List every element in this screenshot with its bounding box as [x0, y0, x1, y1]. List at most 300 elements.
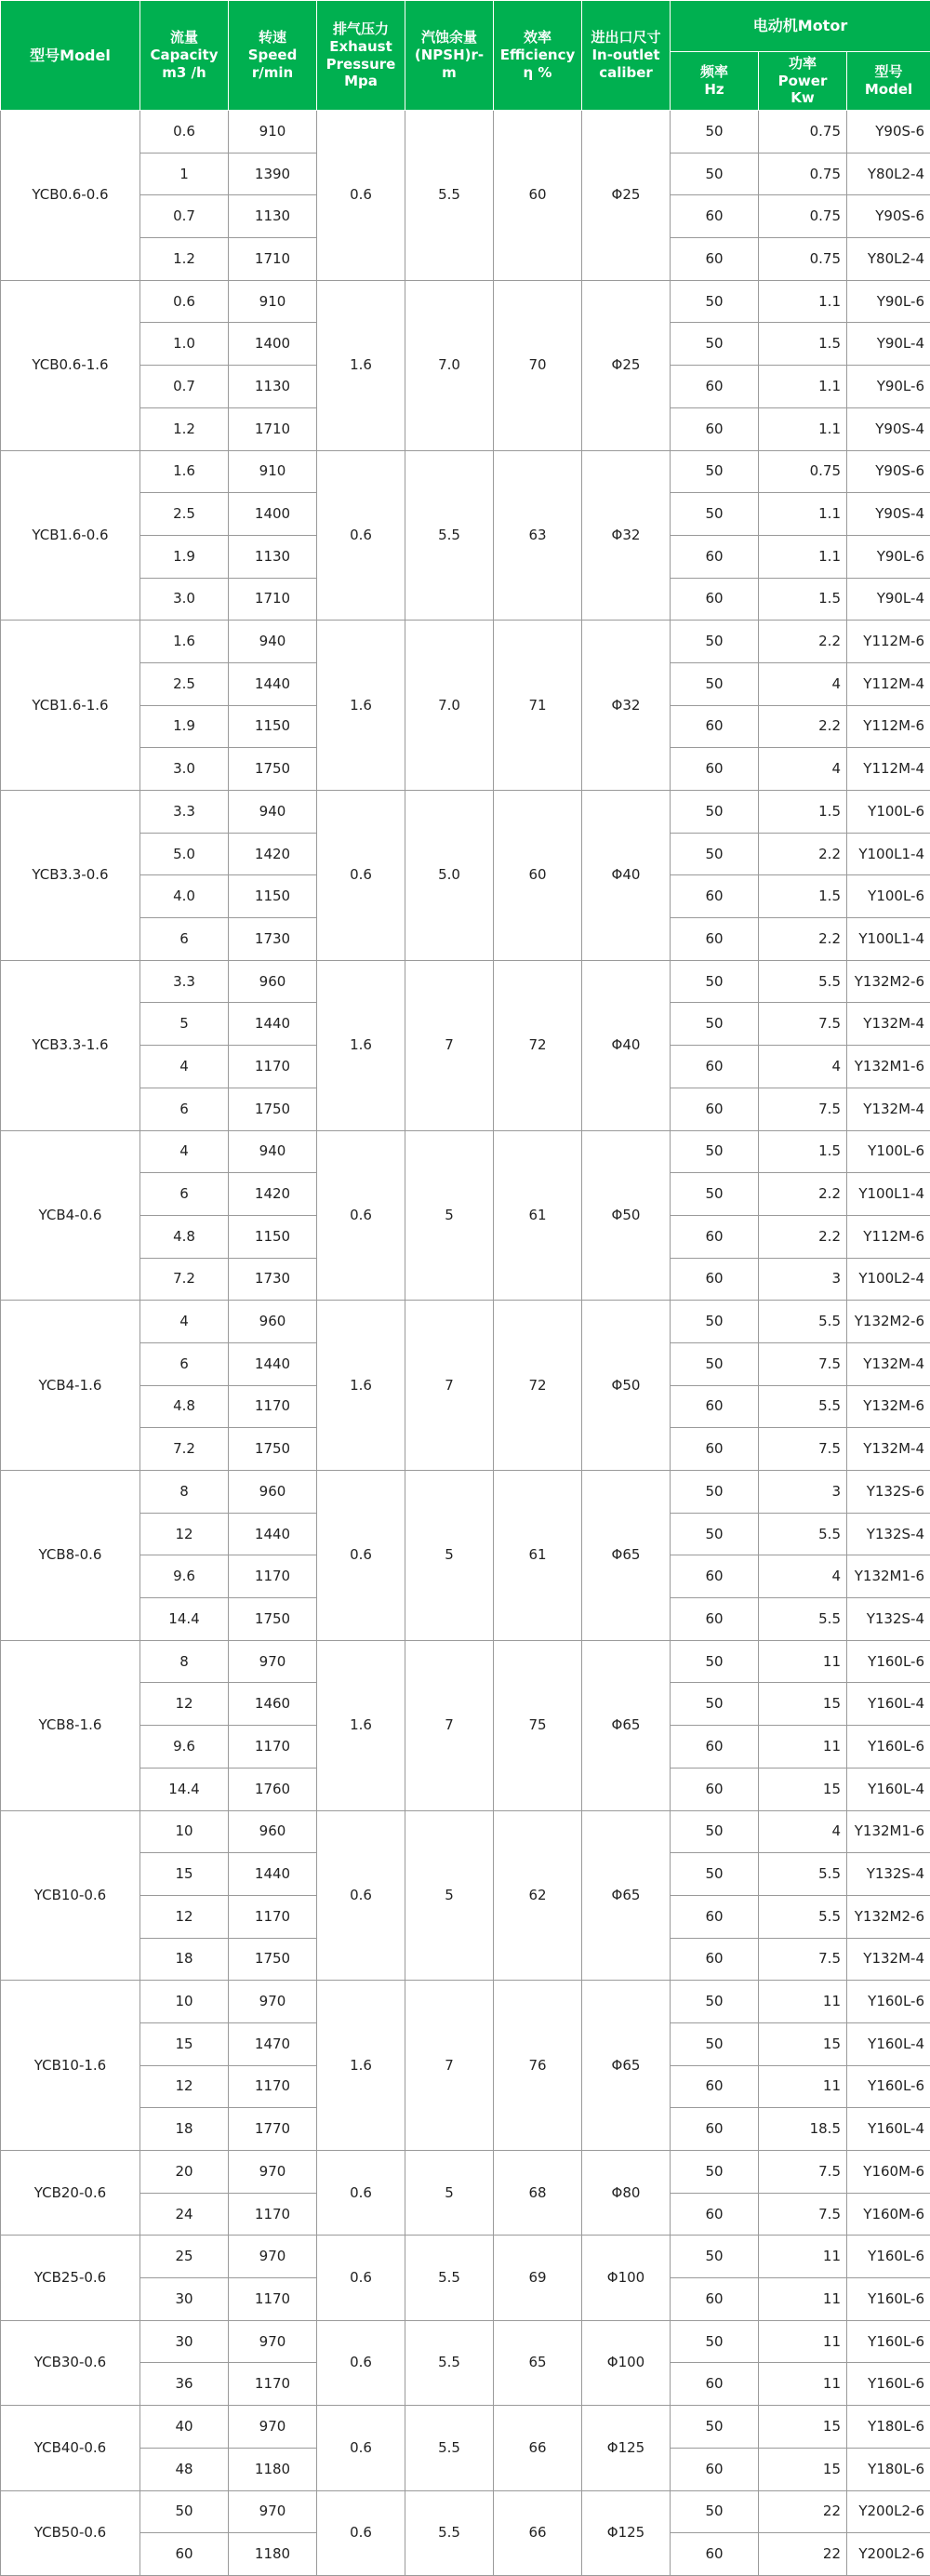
motor-model-cell: Y160L-4 [847, 2022, 930, 2065]
speed-cell: 1170 [229, 1555, 317, 1598]
capacity-cell: 30 [140, 2320, 229, 2363]
model-cell: YCB30-0.6 [1, 2320, 140, 2405]
pressure-cell: 0.6 [317, 2236, 405, 2320]
frequency-cell: 50 [671, 2490, 759, 2533]
pressure-cell: 0.6 [317, 1471, 405, 1641]
speed-cell: 970 [229, 2320, 317, 2363]
efficiency-cell: 66 [494, 2406, 582, 2490]
frequency-cell: 60 [671, 238, 759, 281]
motor-model-cell: Y132S-6 [847, 1471, 930, 1514]
capacity-cell: 12 [140, 1683, 229, 1726]
caliber-cell: Φ80 [582, 2151, 671, 2236]
frequency-cell: 60 [671, 366, 759, 408]
caliber-cell: Φ32 [582, 621, 671, 791]
speed-cell: 940 [229, 621, 317, 663]
power-cell: 4 [759, 662, 847, 705]
capacity-cell: 24 [140, 2193, 229, 2236]
power-cell: 2.2 [759, 1173, 847, 1216]
motor-model-cell: Y160L-4 [847, 1768, 930, 1810]
pressure-cell: 0.6 [317, 2490, 405, 2575]
model-cell: YCB1.6-0.6 [1, 450, 140, 621]
power-cell: 11 [759, 1726, 847, 1768]
npsh-cell: 5.5 [405, 111, 494, 281]
power-cell: 11 [759, 2236, 847, 2278]
speed-cell: 1750 [229, 1428, 317, 1471]
motor-model-cell: Y112M-6 [847, 705, 930, 748]
capacity-cell: 4 [140, 1046, 229, 1088]
speed-cell: 1730 [229, 918, 317, 961]
npsh-cell: 5 [405, 1130, 494, 1301]
capacity-cell: 1.9 [140, 705, 229, 748]
motor-model-cell: Y132M2-6 [847, 960, 930, 1003]
motor-model-cell: Y112M-4 [847, 748, 930, 791]
capacity-cell: 15 [140, 2022, 229, 2065]
npsh-cell: 5 [405, 2151, 494, 2236]
power-cell: 18.5 [759, 2108, 847, 2151]
power-cell: 0.75 [759, 195, 847, 238]
capacity-cell: 7.2 [140, 1428, 229, 1471]
motor-model-cell: Y160L-6 [847, 2363, 930, 2406]
pressure-cell: 1.6 [317, 1981, 405, 2151]
speed-cell: 940 [229, 791, 317, 834]
power-cell: 1.5 [759, 1130, 847, 1173]
speed-cell: 960 [229, 1471, 317, 1514]
power-cell: 15 [759, 1683, 847, 1726]
frequency-cell: 60 [671, 195, 759, 238]
speed-cell: 1440 [229, 662, 317, 705]
speed-cell: 1750 [229, 1598, 317, 1641]
capacity-cell: 12 [140, 1513, 229, 1555]
power-cell: 1.1 [759, 493, 847, 536]
table-row [1, 1130, 930, 1173]
frequency-cell: 50 [671, 833, 759, 875]
efficiency-cell: 70 [494, 280, 582, 450]
speed-cell: 960 [229, 1810, 317, 1853]
power-cell: 15 [759, 1768, 847, 1810]
capacity-cell: 9.6 [140, 1555, 229, 1598]
npsh-cell: 5.0 [405, 791, 494, 961]
power-cell: 1.5 [759, 791, 847, 834]
efficiency-cell: 75 [494, 1640, 582, 1810]
power-cell: 11 [759, 1640, 847, 1683]
capacity-cell: 3.0 [140, 748, 229, 791]
speed-cell: 1750 [229, 1088, 317, 1130]
power-cell: 11 [759, 2363, 847, 2406]
efficiency-cell: 61 [494, 1130, 582, 1301]
motor-model-cell: Y132M2-6 [847, 1895, 930, 1938]
caliber-cell: Φ32 [582, 450, 671, 621]
capacity-cell: 8 [140, 1640, 229, 1683]
pressure-cell: 0.6 [317, 791, 405, 961]
capacity-cell: 1.2 [140, 407, 229, 450]
motor-model-cell: Y132M-4 [847, 1342, 930, 1385]
frequency-cell: 60 [671, 918, 759, 961]
frequency-cell: 60 [671, 875, 759, 918]
pressure-cell: 0.6 [317, 1130, 405, 1301]
caliber-cell: Φ25 [582, 111, 671, 281]
motor-model-cell: Y100L-6 [847, 791, 930, 834]
frequency-cell: 50 [671, 1640, 759, 1683]
npsh-cell: 5.5 [405, 2490, 494, 2575]
capacity-cell: 1 [140, 153, 229, 195]
power-cell: 7.5 [759, 1003, 847, 1046]
motor-model-cell: Y90S-6 [847, 450, 930, 493]
speed-cell: 1170 [229, 1385, 317, 1428]
capacity-cell: 7.2 [140, 1258, 229, 1301]
capacity-cell: 0.7 [140, 366, 229, 408]
motor-model-cell: Y132S-4 [847, 1513, 930, 1555]
motor-model-cell: Y132M-6 [847, 1385, 930, 1428]
header-model: 型号Model [1, 1, 140, 111]
motor-model-cell: Y90L-6 [847, 366, 930, 408]
npsh-cell: 5.5 [405, 2406, 494, 2490]
power-cell: 4 [759, 1810, 847, 1853]
motor-model-cell: Y90S-4 [847, 407, 930, 450]
power-cell: 2.2 [759, 833, 847, 875]
frequency-cell: 50 [671, 2406, 759, 2449]
power-cell: 22 [759, 2490, 847, 2533]
table-row [1, 280, 930, 323]
motor-model-cell: Y100L1-4 [847, 833, 930, 875]
caliber-cell: Φ100 [582, 2320, 671, 2405]
frequency-cell: 50 [671, 323, 759, 366]
npsh-cell: 5.5 [405, 450, 494, 621]
npsh-cell: 7.0 [405, 280, 494, 450]
frequency-cell: 50 [671, 493, 759, 536]
frequency-cell: 50 [671, 1810, 759, 1853]
frequency-cell: 50 [671, 1301, 759, 1343]
motor-model-cell: Y132M2-6 [847, 1301, 930, 1343]
power-cell: 2.2 [759, 918, 847, 961]
model-cell: YCB4-0.6 [1, 1130, 140, 1301]
caliber-cell: Φ65 [582, 1640, 671, 1810]
speed-cell: 1470 [229, 2022, 317, 2065]
speed-cell: 1770 [229, 2108, 317, 2151]
frequency-cell: 60 [671, 578, 759, 621]
speed-cell: 970 [229, 2406, 317, 2449]
speed-cell: 1150 [229, 705, 317, 748]
frequency-cell: 60 [671, 1258, 759, 1301]
motor-model-cell: Y200L2-6 [847, 2533, 930, 2576]
header-npsh: 汽蚀余量 (NPSH)r- m [405, 1, 494, 111]
frequency-cell: 50 [671, 1853, 759, 1896]
caliber-cell: Φ65 [582, 1471, 671, 1641]
speed-cell: 1400 [229, 323, 317, 366]
power-cell: 3 [759, 1471, 847, 1514]
speed-cell: 910 [229, 111, 317, 153]
frequency-cell: 60 [671, 407, 759, 450]
speed-cell: 940 [229, 1130, 317, 1173]
motor-model-cell: Y160L-6 [847, 2320, 930, 2363]
speed-cell: 960 [229, 1301, 317, 1343]
speed-cell: 1420 [229, 1173, 317, 1216]
frequency-cell: 60 [671, 2065, 759, 2108]
motor-model-cell: Y160M-6 [847, 2151, 930, 2194]
table-row [1, 1810, 930, 1853]
header-power: 功率 Power Kw [759, 52, 847, 111]
power-cell: 22 [759, 2533, 847, 2576]
table-body [1, 111, 930, 2576]
speed-cell: 1130 [229, 195, 317, 238]
efficiency-cell: 61 [494, 1471, 582, 1641]
capacity-cell: 1.9 [140, 535, 229, 578]
capacity-cell: 40 [140, 2406, 229, 2449]
frequency-cell: 60 [671, 748, 759, 791]
table-row [1, 1981, 930, 2023]
speed-cell: 1420 [229, 833, 317, 875]
speed-cell: 1440 [229, 1853, 317, 1896]
capacity-cell: 3.3 [140, 960, 229, 1003]
power-cell: 11 [759, 2320, 847, 2363]
power-cell: 1.1 [759, 280, 847, 323]
model-cell: YCB50-0.6 [1, 2490, 140, 2575]
power-cell: 4 [759, 1046, 847, 1088]
speed-cell: 1710 [229, 238, 317, 281]
frequency-cell: 60 [671, 1598, 759, 1641]
capacity-cell: 20 [140, 2151, 229, 2194]
power-cell: 15 [759, 2448, 847, 2490]
caliber-cell: Φ65 [582, 1981, 671, 2151]
motor-model-cell: Y100L-6 [847, 875, 930, 918]
efficiency-cell: 68 [494, 2151, 582, 2236]
frequency-cell: 50 [671, 2320, 759, 2363]
motor-model-cell: Y132M1-6 [847, 1555, 930, 1598]
speed-cell: 1400 [229, 493, 317, 536]
pressure-cell: 1.6 [317, 621, 405, 791]
speed-cell: 1460 [229, 1683, 317, 1726]
frequency-cell: 50 [671, 662, 759, 705]
capacity-cell: 60 [140, 2533, 229, 2576]
power-cell: 0.75 [759, 111, 847, 153]
motor-model-cell: Y112M-6 [847, 621, 930, 663]
frequency-cell: 50 [671, 2022, 759, 2065]
table-row [1, 1640, 930, 1683]
power-cell: 15 [759, 2022, 847, 2065]
capacity-cell: 3.3 [140, 791, 229, 834]
model-cell: YCB10-0.6 [1, 1810, 140, 1981]
efficiency-cell: 72 [494, 1301, 582, 1471]
table-row [1, 1301, 930, 1343]
capacity-cell: 10 [140, 1810, 229, 1853]
table-row [1, 2236, 930, 2278]
table-row [1, 960, 930, 1003]
speed-cell: 1180 [229, 2533, 317, 2576]
motor-model-cell: Y160M-6 [847, 2193, 930, 2236]
capacity-cell: 2.5 [140, 662, 229, 705]
motor-model-cell: Y90L-4 [847, 323, 930, 366]
caliber-cell: Φ65 [582, 1810, 671, 1981]
npsh-cell: 7.0 [405, 621, 494, 791]
motor-model-cell: Y90L-4 [847, 578, 930, 621]
speed-cell: 910 [229, 450, 317, 493]
frequency-cell: 60 [671, 1895, 759, 1938]
power-cell: 2.2 [759, 621, 847, 663]
capacity-cell: 1.6 [140, 621, 229, 663]
motor-model-cell: Y132M1-6 [847, 1046, 930, 1088]
capacity-cell: 50 [140, 2490, 229, 2533]
capacity-cell: 18 [140, 1938, 229, 1981]
frequency-cell: 60 [671, 1428, 759, 1471]
efficiency-cell: 60 [494, 111, 582, 281]
capacity-cell: 14.4 [140, 1598, 229, 1641]
header-efficiency: 效率 Efficiency η % [494, 1, 582, 111]
capacity-cell: 0.7 [140, 195, 229, 238]
motor-model-cell: Y100L2-4 [847, 1258, 930, 1301]
capacity-cell: 4 [140, 1301, 229, 1343]
model-cell: YCB20-0.6 [1, 2151, 140, 2236]
table-row [1, 2151, 930, 2194]
power-cell: 1.1 [759, 407, 847, 450]
motor-model-cell: Y100L1-4 [847, 918, 930, 961]
frequency-cell: 60 [671, 1088, 759, 1130]
capacity-cell: 48 [140, 2448, 229, 2490]
capacity-cell: 30 [140, 2278, 229, 2321]
npsh-cell: 7 [405, 960, 494, 1130]
table-header [1, 1, 930, 111]
efficiency-cell: 76 [494, 1981, 582, 2151]
npsh-cell: 7 [405, 1640, 494, 1810]
frequency-cell: 60 [671, 1938, 759, 1981]
frequency-cell: 60 [671, 1768, 759, 1810]
motor-model-cell: Y90L-6 [847, 280, 930, 323]
frequency-cell: 60 [671, 1555, 759, 1598]
pressure-cell: 0.6 [317, 450, 405, 621]
caliber-cell: Φ125 [582, 2490, 671, 2575]
speed-cell: 960 [229, 960, 317, 1003]
header-motor-group: 电动机Motor [671, 1, 930, 52]
capacity-cell: 6 [140, 1088, 229, 1130]
frequency-cell: 50 [671, 1471, 759, 1514]
header-frequency: 频率 Hz [671, 52, 759, 111]
motor-model-cell: Y132S-4 [847, 1598, 930, 1641]
motor-model-cell: Y90S-4 [847, 493, 930, 536]
capacity-cell: 4.0 [140, 875, 229, 918]
npsh-cell: 5.5 [405, 2236, 494, 2320]
frequency-cell: 60 [671, 2448, 759, 2490]
motor-model-cell: Y180L-6 [847, 2448, 930, 2490]
speed-cell: 1130 [229, 535, 317, 578]
power-cell: 7.5 [759, 2151, 847, 2194]
model-cell: YCB40-0.6 [1, 2406, 140, 2490]
frequency-cell: 50 [671, 2236, 759, 2278]
efficiency-cell: 66 [494, 2490, 582, 2575]
power-cell: 1.1 [759, 535, 847, 578]
caliber-cell: Φ40 [582, 791, 671, 961]
motor-model-cell: Y80L2-4 [847, 238, 930, 281]
capacity-cell: 18 [140, 2108, 229, 2151]
frequency-cell: 60 [671, 2533, 759, 2576]
frequency-cell: 60 [671, 705, 759, 748]
model-cell: YCB3.3-1.6 [1, 960, 140, 1130]
speed-cell: 1730 [229, 1258, 317, 1301]
model-cell: YCB8-0.6 [1, 1471, 140, 1641]
frequency-cell: 50 [671, 1683, 759, 1726]
efficiency-cell: 69 [494, 2236, 582, 2320]
power-cell: 11 [759, 2278, 847, 2321]
caliber-cell: Φ50 [582, 1130, 671, 1301]
motor-model-cell: Y160L-6 [847, 1640, 930, 1683]
pressure-cell: 1.6 [317, 960, 405, 1130]
frequency-cell: 60 [671, 2278, 759, 2321]
power-cell: 7.5 [759, 2193, 847, 2236]
motor-model-cell: Y132M-4 [847, 1938, 930, 1981]
power-cell: 3 [759, 1258, 847, 1301]
header-speed: 转速 Speed r/min [229, 1, 317, 111]
frequency-cell: 60 [671, 2363, 759, 2406]
power-cell: 5.5 [759, 1385, 847, 1428]
pressure-cell: 0.6 [317, 2406, 405, 2490]
power-cell: 1.5 [759, 323, 847, 366]
frequency-cell: 50 [671, 1513, 759, 1555]
capacity-cell: 6 [140, 918, 229, 961]
power-cell: 7.5 [759, 1938, 847, 1981]
pressure-cell: 0.6 [317, 2151, 405, 2236]
capacity-cell: 14.4 [140, 1768, 229, 1810]
power-cell: 0.75 [759, 450, 847, 493]
capacity-cell: 12 [140, 1895, 229, 1938]
capacity-cell: 12 [140, 2065, 229, 2108]
speed-cell: 1150 [229, 1215, 317, 1258]
power-cell: 2.2 [759, 705, 847, 748]
table-row [1, 621, 930, 663]
speed-cell: 1760 [229, 1768, 317, 1810]
model-cell: YCB0.6-1.6 [1, 280, 140, 450]
header-capacity: 流量 Capacity m3 /h [140, 1, 229, 111]
speed-cell: 1170 [229, 1046, 317, 1088]
power-cell: 4 [759, 748, 847, 791]
speed-cell: 970 [229, 2236, 317, 2278]
motor-model-cell: Y160L-6 [847, 1981, 930, 2023]
power-cell: 5.5 [759, 1895, 847, 1938]
caliber-cell: Φ40 [582, 960, 671, 1130]
motor-model-cell: Y160L-4 [847, 2108, 930, 2151]
capacity-cell: 1.2 [140, 238, 229, 281]
power-cell: 7.5 [759, 1342, 847, 1385]
model-cell: YCB25-0.6 [1, 2236, 140, 2320]
motor-model-cell: Y100L-6 [847, 1130, 930, 1173]
capacity-cell: 25 [140, 2236, 229, 2278]
model-cell: YCB3.3-0.6 [1, 791, 140, 961]
capacity-cell: 4 [140, 1130, 229, 1173]
motor-model-cell: Y180L-6 [847, 2406, 930, 2449]
capacity-cell: 5 [140, 1003, 229, 1046]
motor-model-cell: Y132M-4 [847, 1003, 930, 1046]
frequency-cell: 60 [671, 2193, 759, 2236]
power-cell: 1.5 [759, 578, 847, 621]
motor-model-cell: Y80L2-4 [847, 153, 930, 195]
npsh-cell: 5 [405, 1471, 494, 1641]
power-cell: 5.5 [759, 1513, 847, 1555]
table-row [1, 2320, 930, 2363]
npsh-cell: 5.5 [405, 2320, 494, 2405]
motor-model-cell: Y132S-4 [847, 1853, 930, 1896]
speed-cell: 910 [229, 280, 317, 323]
frequency-cell: 50 [671, 2151, 759, 2194]
power-cell: 5.5 [759, 960, 847, 1003]
frequency-cell: 60 [671, 2108, 759, 2151]
npsh-cell: 5 [405, 1810, 494, 1981]
header-motor-model: 型号 Model [847, 52, 930, 111]
speed-cell: 1710 [229, 407, 317, 450]
efficiency-cell: 71 [494, 621, 582, 791]
frequency-cell: 50 [671, 791, 759, 834]
caliber-cell: Φ50 [582, 1301, 671, 1471]
pressure-cell: 1.6 [317, 1640, 405, 1810]
capacity-cell: 6 [140, 1173, 229, 1216]
model-cell: YCB0.6-0.6 [1, 111, 140, 281]
pressure-cell: 0.6 [317, 2320, 405, 2405]
efficiency-cell: 62 [494, 1810, 582, 1981]
